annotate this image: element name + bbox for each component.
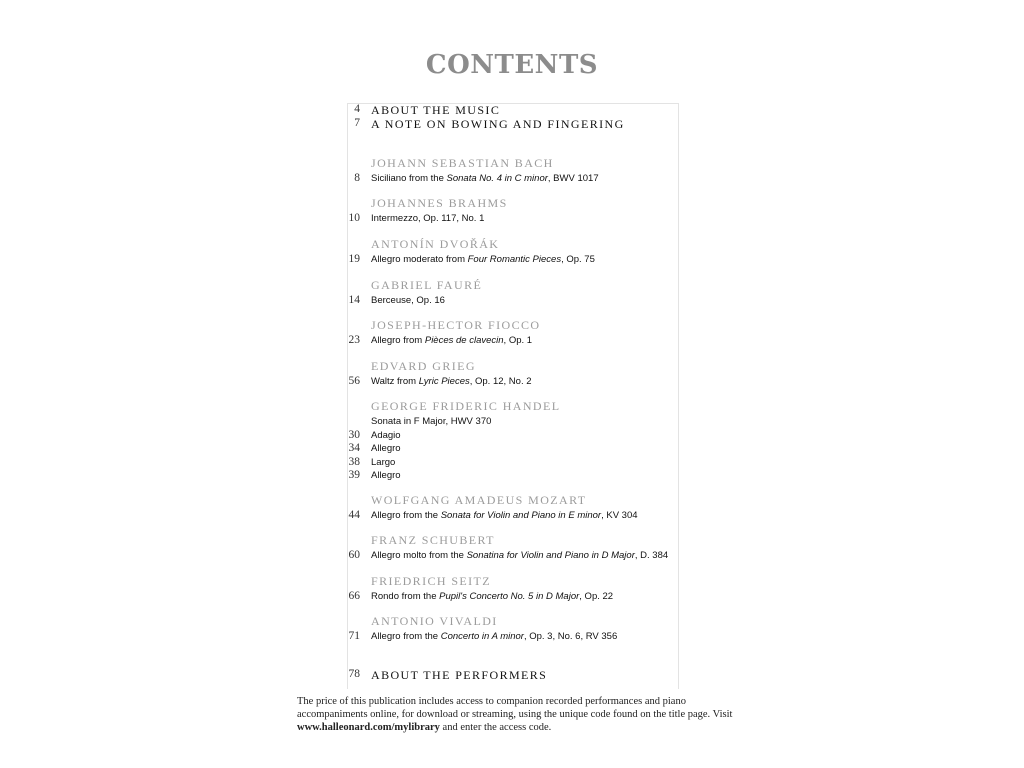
visit-rest: and enter the access code. [439,722,552,733]
page-number: 71 [348,630,360,642]
piece-text: Allegro from [371,335,425,346]
page-number: 4 [354,103,360,115]
contents-entry[interactable] [371,443,401,454]
composer-heading: FRIEDRICH SEITZ [371,574,491,588]
composer-heading: FRANZ SCHUBERT [371,533,495,547]
piece-source-title: Four Romantic Pieces [467,254,562,265]
visit-label: Visit [712,709,733,720]
piece-text: Sonata in F Major, HWV 370 [371,416,492,427]
piece-text: , BWV 1017 [547,173,599,184]
contents-entry[interactable] [371,173,599,184]
page-number: 66 [348,590,360,602]
piece-text: Allegro molto from the [371,550,467,561]
composer-heading: WOLFGANG AMADEUS MOZART [371,493,587,507]
piece-source-title: Lyric Pieces [418,376,470,387]
piece-text: , Op. 75 [561,254,595,265]
contents-entry[interactable] [371,430,401,441]
composer-heading: JOHANNES BRAHMS [371,196,508,210]
contents-entry[interactable] [371,470,401,481]
piece-text: , Op. 22 [579,591,614,602]
piece-text: Adagio [371,429,401,441]
contents-entry[interactable] [371,335,532,346]
access-note-text: The price of this publication includes access to companion recorded performances and piano accompaniments online, for download or streaming, using the unique code found on the title page. [297,696,711,720]
piece-source-title: Concerto in A minor [440,631,524,642]
composer-heading: GABRIEL FAURÉ [371,278,483,292]
page-number: 39 [348,469,360,481]
piece-text: Allegro [371,470,401,481]
library-link[interactable]: www.halleonard.com/mylibrary [297,722,440,733]
contents-entry[interactable] [371,254,595,265]
piece-text: , Op. 3, No. 6, RV 356 [523,631,618,642]
page-number: 44 [348,509,360,521]
page-number: 10 [348,212,360,224]
contents-entry[interactable] [371,295,445,306]
piece-text: , KV 304 [601,510,638,521]
composer-heading: EDVARD GRIEG [371,359,476,373]
piece-text: Allegro [371,443,401,454]
piece-source-title: Pièces de clavecin [424,335,504,346]
contents-entry[interactable] [371,213,484,224]
composer-heading: JOHANN SEBASTIAN BACH [371,156,554,170]
composer-heading: ANTONÍN DVOŘÁK [371,237,500,251]
contents-entry[interactable]: ABOUT THE MUSIC [371,103,501,117]
page-number: 60 [348,549,360,561]
piece-text: , D. 384 [634,550,669,561]
piece-text: , Op. 1 [503,335,533,346]
page-number: 38 [348,455,360,468]
piece-source-title: Sonata for Violin and Piano in E minor [440,510,602,521]
piece-text: Intermezzo, Op. 117, No. 1 [371,213,485,224]
composer-heading: GEORGE FRIDERIC HANDEL [371,399,561,413]
piece-text: Siciliano from the [371,173,447,184]
page-number: 30 [348,428,360,441]
piece-source-title: Pupil's Concerto No. 5 in D Major [439,591,580,602]
piece-text: Waltz from [371,376,419,387]
contents-entry[interactable] [371,376,532,387]
piece-text: Allegro moderato from [371,254,468,265]
page-number: 7 [354,117,360,129]
contents-entry[interactable] [371,510,638,521]
page-title: CONTENTS [425,50,599,80]
piece-text: Largo [371,456,396,468]
piece-text: Rondo from the [371,591,440,602]
contents-entry[interactable] [371,631,617,642]
access-note [297,695,737,734]
piece-source-title: Sonata No. 4 in C minor [446,173,548,184]
page-number: 8 [354,172,360,184]
contents-entry[interactable]: A NOTE ON BOWING AND FINGERING [371,117,625,131]
contents-entry[interactable] [371,550,668,561]
page-number: 23 [348,334,360,346]
page-number: 19 [348,253,360,265]
piece-text: , Op. 12, No. 2 [469,376,532,387]
contents-entry[interactable] [371,591,613,602]
contents-entry[interactable] [371,457,395,468]
contents-entry[interactable] [371,416,491,427]
composer-heading: ANTONIO VIVALDI [371,614,498,628]
page-number: 34 [348,442,360,454]
piece-text: Berceuse, Op. 16 [371,295,445,306]
page-number: 14 [348,294,360,306]
page-number: 56 [348,375,360,387]
page-number: 78 [348,668,360,680]
composer-heading: JOSEPH-HECTOR FIOCCO [371,318,541,332]
contents-entry[interactable]: ABOUT THE PERFORMERS [371,668,548,682]
piece-text: Allegro from the [371,510,441,521]
piece-text: Allegro from the [371,631,441,642]
piece-source-title: Sonatina for Violin and Piano in D Major [466,550,635,561]
